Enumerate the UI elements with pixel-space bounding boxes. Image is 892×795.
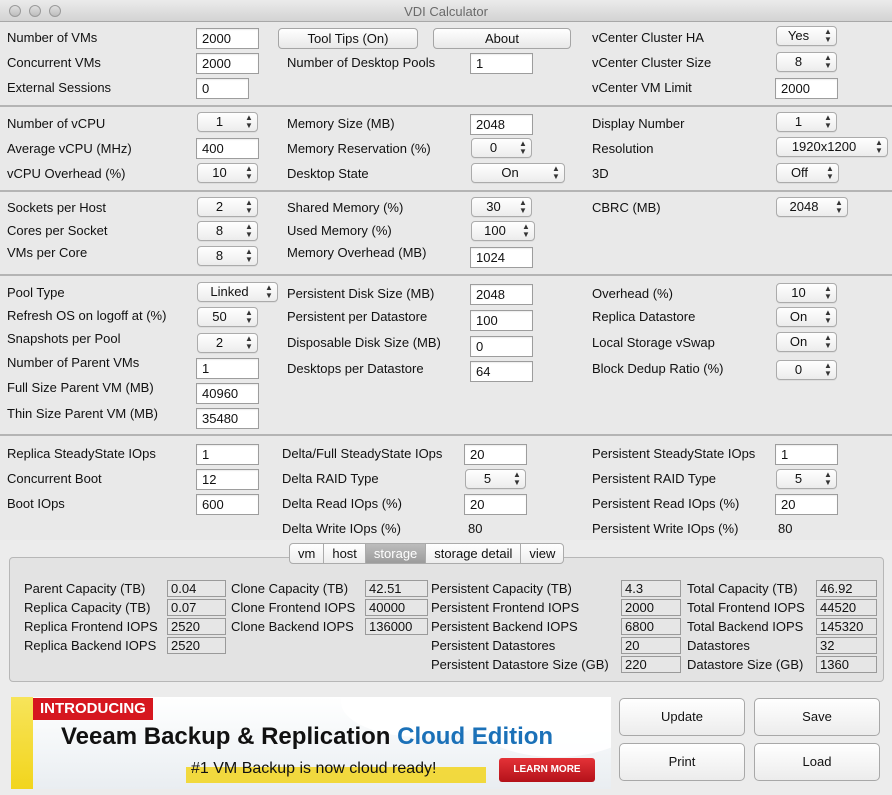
desktop-state-value: On	[501, 165, 519, 180]
total-cap-value: 46.92	[816, 580, 877, 597]
boot-iops-label: Boot IOps	[7, 496, 65, 511]
pers-dss-size-label: Persistent Datastore Size (GB)	[431, 657, 609, 672]
update-button[interactable]: Update	[619, 698, 745, 736]
replica-ds-label: Replica Datastore	[592, 309, 696, 324]
vcpu-label: Number of vCPU	[7, 116, 106, 131]
pers-cap-label: Persistent Capacity (TB)	[431, 581, 572, 596]
pers-fe-value: 2000	[621, 599, 681, 616]
replica-ss-input[interactable]: 1	[196, 444, 259, 465]
pers-raid-select[interactable]	[776, 469, 837, 489]
pers-ss-label: Persistent SteadyState IOps	[592, 446, 756, 461]
pers-dss-value: 20	[621, 637, 681, 654]
avg-vcpu-label: Average vCPU (MHz)	[7, 141, 132, 156]
stepper-arrows-icon: ▲ ▼	[824, 470, 832, 487]
cores-select[interactable]	[197, 221, 258, 241]
delta-raid-select[interactable]	[465, 469, 526, 489]
clone-be-label: Clone Backend IOPS	[231, 619, 354, 634]
cores-value: 8	[215, 223, 224, 238]
refresh-select[interactable]	[197, 307, 258, 327]
desktop-pools-label: Number of Desktop Pools	[287, 55, 436, 70]
replica-cap-label: Replica Capacity (TB)	[24, 600, 151, 615]
vm-limit-input[interactable]: 2000	[775, 78, 838, 99]
desk-ds-input[interactable]: 64	[470, 361, 533, 382]
resolution-select[interactable]	[776, 137, 888, 157]
delta-read-input[interactable]: 20	[464, 494, 527, 515]
tab-vm[interactable]: vm	[290, 544, 324, 563]
snapshots-label: Snapshots per Pool	[7, 331, 121, 346]
mem-res-value: 0	[489, 140, 498, 155]
pers-fe-label: Persistent Frontend IOPS	[431, 600, 580, 615]
threed-select[interactable]	[776, 163, 839, 183]
cbrc-select[interactable]	[776, 197, 848, 217]
refresh-value: 50	[212, 309, 227, 324]
vcpu-overhead-label: vCPU Overhead (%)	[7, 166, 126, 181]
total-be-label: Total Backend IOPS	[687, 619, 804, 634]
vcpu-overhead-select[interactable]	[197, 163, 258, 183]
clone-fe-label: Clone Frontend IOPS	[231, 600, 356, 615]
concurrent-vms-label: Concurrent VMs	[7, 55, 101, 70]
stepper-arrows-icon: ▲ ▼	[824, 27, 832, 44]
boot-iops-input[interactable]: 600	[196, 494, 259, 515]
shared-mem-select[interactable]	[471, 197, 532, 217]
external-sessions-label: External Sessions	[7, 80, 112, 95]
veeam-ad-banner[interactable]	[11, 697, 611, 789]
title-bar	[0, 0, 892, 22]
pers-disk-label: Persistent Disk Size (MB)	[287, 286, 435, 301]
external-sessions-input[interactable]: 0	[196, 78, 249, 99]
pers-raid-label: Persistent RAID Type	[592, 471, 717, 486]
display-num-value: 1	[794, 114, 803, 129]
delta-read-label: Delta Read IOps (%)	[282, 496, 402, 511]
dedup-label: Block Dedup Ratio (%)	[592, 361, 724, 376]
shared-mem-label: Shared Memory (%)	[287, 200, 404, 215]
stepper-arrows-icon: ▲ ▼	[265, 283, 273, 300]
stepper-arrows-icon: ▲ ▼	[245, 334, 253, 351]
overhead-select[interactable]	[776, 283, 837, 303]
vcpu-select[interactable]	[197, 112, 258, 132]
stepper-arrows-icon: ▲ ▼	[519, 139, 527, 156]
yellow-accent-bar	[11, 697, 33, 789]
pool-type-select[interactable]	[197, 282, 278, 302]
stepper-arrows-icon: ▲ ▼	[835, 198, 843, 215]
delta-raid-label: Delta RAID Type	[282, 471, 379, 486]
desk-ds-label: Desktops per Datastore	[287, 361, 424, 376]
tab-host[interactable]: host	[324, 544, 366, 563]
cpu-section	[0, 105, 892, 190]
cluster-ha-label: vCenter Cluster HA	[592, 30, 704, 45]
replica-be-value: 2520	[167, 637, 226, 654]
stepper-arrows-icon: ▲ ▼	[245, 308, 253, 325]
vms-core-select[interactable]	[197, 246, 258, 266]
vcpu-overhead-value: 10	[212, 165, 227, 180]
num-vms-input[interactable]: 2000	[196, 28, 259, 49]
replica-ds-select[interactable]	[776, 307, 837, 327]
sockets-select[interactable]	[197, 197, 258, 217]
introducing-tag: INTRODUCING	[33, 698, 153, 720]
delta-write-value: 80	[468, 521, 483, 536]
clone-be-value: 136000	[365, 618, 428, 635]
cores-label: Cores per Socket	[7, 223, 108, 238]
about-button[interactable]: About	[433, 28, 571, 49]
headline-part-b: Cloud Edition	[397, 723, 554, 750]
overhead-label: Overhead (%)	[592, 286, 673, 301]
desktop-pools-input[interactable]: 1	[470, 53, 533, 74]
disp-disk-label: Disposable Disk Size (MB)	[287, 335, 441, 350]
cluster-ha-select[interactable]	[776, 26, 837, 46]
pers-dss-label: Persistent Datastores	[431, 638, 556, 653]
shared-mem-value: 30	[486, 199, 501, 214]
used-mem-value: 100	[484, 223, 506, 238]
stepper-arrows-icon: ▲ ▼	[245, 164, 253, 181]
cluster-size-select[interactable]	[776, 52, 837, 72]
pers-write-label: Persistent Write IOps (%)	[592, 521, 739, 536]
full-parent-label: Full Size Parent VM (MB)	[7, 380, 154, 395]
parent-cap-label: Parent Capacity (TB)	[24, 581, 146, 596]
snapshots-select[interactable]	[197, 333, 258, 353]
learn-more-button[interactable]: LEARN MORE	[499, 758, 595, 782]
dedup-select[interactable]	[776, 360, 837, 380]
thin-parent-label: Thin Size Parent VM (MB)	[7, 406, 158, 421]
threed-value: Off	[790, 165, 809, 180]
ds-size-label: Datastore Size (GB)	[687, 657, 804, 672]
local-vswap-value: On	[789, 334, 808, 349]
mem-res-label: Memory Reservation (%)	[287, 141, 431, 156]
mem-overhead-input[interactable]: 1024	[470, 247, 533, 268]
results-panel	[9, 557, 884, 682]
used-mem-label: Used Memory (%)	[287, 223, 392, 238]
tooltips-button[interactable]: Tool Tips (On)	[278, 28, 418, 49]
vms-core-value: 8	[215, 248, 224, 263]
window-title: VDI Calculator	[404, 4, 488, 19]
snapshots-value: 2	[215, 335, 224, 350]
stepper-arrows-icon: ▲ ▼	[824, 361, 832, 378]
load-button[interactable]: Load	[754, 743, 880, 781]
conc-boot-input[interactable]: 12	[196, 469, 259, 490]
avg-vcpu-input[interactable]: 400	[196, 138, 259, 159]
local-vswap-select[interactable]	[776, 332, 837, 352]
sockets-label: Sockets per Host	[7, 200, 106, 215]
cluster-ha-value: Yes	[787, 28, 810, 43]
stepper-arrows-icon: ▲ ▼	[245, 222, 253, 239]
clone-cap-label: Clone Capacity (TB)	[231, 581, 349, 596]
pool-type-value: Linked	[210, 284, 249, 299]
display-num-label: Display Number	[592, 116, 685, 131]
tab-view[interactable]: view	[529, 546, 556, 561]
mem-overhead-label: Memory Overhead (MB)	[287, 245, 427, 260]
replica-ds-value: On	[789, 309, 808, 324]
desktop-state-select[interactable]	[471, 163, 565, 183]
stepper-arrows-icon: ▲ ▼	[824, 308, 832, 325]
pool-type-label: Pool Type	[7, 285, 65, 300]
refresh-label: Refresh OS on logoff at (%)	[7, 308, 167, 323]
headline-part-a: Veeam Backup & Replication	[61, 723, 398, 750]
resolution-value: 1920x1200	[791, 139, 857, 154]
tab-storage-detail[interactable]: storage detail	[426, 544, 521, 563]
vcpu-value: 1	[215, 114, 224, 129]
ds-size-value: 1360	[816, 656, 877, 673]
datastores-label: Datastores	[687, 638, 750, 653]
stepper-arrows-icon: ▲ ▼	[875, 138, 883, 155]
parent-vms-input[interactable]: 1	[196, 358, 259, 379]
concurrent-vms-input[interactable]: 2000	[196, 53, 259, 74]
banner-headline	[61, 723, 553, 751]
disp-disk-input[interactable]: 0	[470, 336, 533, 357]
vms-core-label: VMs per Core	[7, 245, 88, 260]
total-fe-value: 44520	[816, 599, 877, 616]
cbrc-label: CBRC (MB)	[592, 200, 661, 215]
stepper-arrows-icon: ▲ ▼	[824, 333, 832, 350]
desktop-state-label: Desktop State	[287, 166, 369, 181]
full-parent-input[interactable]: 40960	[196, 383, 259, 404]
thin-parent-input[interactable]: 35480	[196, 408, 259, 429]
pool-section	[0, 274, 892, 434]
pers-ds-label: Persistent per Datastore	[287, 309, 428, 324]
cbrc-value: 2048	[789, 199, 819, 214]
total-cap-label: Total Capacity (TB)	[687, 581, 798, 596]
total-be-value: 145320	[816, 618, 877, 635]
pers-ss-input[interactable]: 1	[775, 444, 838, 465]
replica-fe-value: 2520	[167, 618, 226, 635]
pers-read-input[interactable]: 20	[775, 494, 838, 515]
banner-tagline: #1 VM Backup is now cloud ready!	[191, 760, 437, 777]
vm-limit-label: vCenter VM Limit	[592, 80, 692, 95]
parent-vms-label: Number of Parent VMs	[7, 355, 140, 370]
delta-ss-label: Delta/Full SteadyState IOps	[282, 446, 443, 461]
threed-label: 3D	[592, 166, 609, 181]
replica-cap-value: 0.07	[167, 599, 226, 616]
dedup-value: 0	[794, 362, 803, 377]
tab-storage[interactable]: storage	[366, 544, 426, 563]
clone-cap-value: 42.51	[365, 580, 428, 597]
pers-dss-size-value: 220	[621, 656, 681, 673]
host-section	[0, 190, 892, 274]
pers-raid-value: 5	[794, 471, 803, 486]
total-fe-label: Total Frontend IOPS	[687, 600, 805, 615]
pers-be-label: Persistent Backend IOPS	[431, 619, 578, 634]
stepper-arrows-icon: ▲ ▼	[824, 113, 832, 130]
pers-disk-input[interactable]: 2048	[470, 284, 533, 305]
delta-write-label: Delta Write IOps (%)	[282, 521, 401, 536]
cluster-size-value: 8	[794, 54, 803, 69]
pers-cap-value: 4.3	[621, 580, 681, 597]
cluster-size-label: vCenter Cluster Size	[592, 55, 712, 70]
stepper-arrows-icon: ▲ ▼	[519, 198, 527, 215]
stepper-arrows-icon: ▲ ▼	[824, 53, 832, 70]
pers-read-label: Persistent Read IOps (%)	[592, 496, 740, 511]
replica-fe-label: Replica Frontend IOPS	[24, 619, 158, 634]
delta-ss-input[interactable]: 20	[464, 444, 527, 465]
resolution-label: Resolution	[592, 141, 654, 156]
mem-size-label: Memory Size (MB)	[287, 116, 395, 131]
stepper-arrows-icon: ▲ ▼	[245, 247, 253, 264]
delta-raid-value: 5	[483, 471, 492, 486]
used-mem-select[interactable]	[471, 221, 535, 241]
mem-size-input[interactable]: 2048	[470, 114, 533, 135]
clone-fe-value: 40000	[365, 599, 428, 616]
stepper-arrows-icon: ▲ ▼	[245, 113, 253, 130]
sockets-value: 2	[215, 199, 224, 214]
pers-ds-input[interactable]: 100	[470, 310, 533, 331]
pers-write-value: 80	[778, 521, 793, 536]
local-vswap-label: Local Storage vSwap	[592, 335, 715, 350]
iops-section	[0, 434, 892, 540]
stepper-arrows-icon: ▲ ▼	[826, 164, 834, 181]
overhead-value: 10	[791, 285, 806, 300]
display-num-select[interactable]	[776, 112, 837, 132]
stepper-arrows-icon: ▲ ▼	[513, 470, 521, 487]
replica-be-label: Replica Backend IOPS	[24, 638, 157, 653]
print-button[interactable]: Print	[619, 743, 745, 781]
pers-be-value: 6800	[621, 618, 681, 635]
save-button[interactable]: Save	[754, 698, 880, 736]
stepper-arrows-icon: ▲ ▼	[552, 164, 560, 181]
results-tab-bar	[289, 543, 564, 564]
mem-res-select[interactable]	[471, 138, 532, 158]
conc-boot-label: Concurrent Boot	[7, 471, 102, 486]
datastores-value: 32	[816, 637, 877, 654]
stepper-arrows-icon: ▲ ▼	[245, 198, 253, 215]
num-vms-label: Number of VMs	[7, 30, 98, 45]
replica-ss-label: Replica SteadyState IOps	[7, 446, 156, 461]
parent-cap-value: 0.04	[167, 580, 226, 597]
stepper-arrows-icon: ▲ ▼	[824, 284, 832, 301]
vm-section	[0, 22, 892, 105]
stepper-arrows-icon: ▲ ▼	[522, 222, 530, 239]
